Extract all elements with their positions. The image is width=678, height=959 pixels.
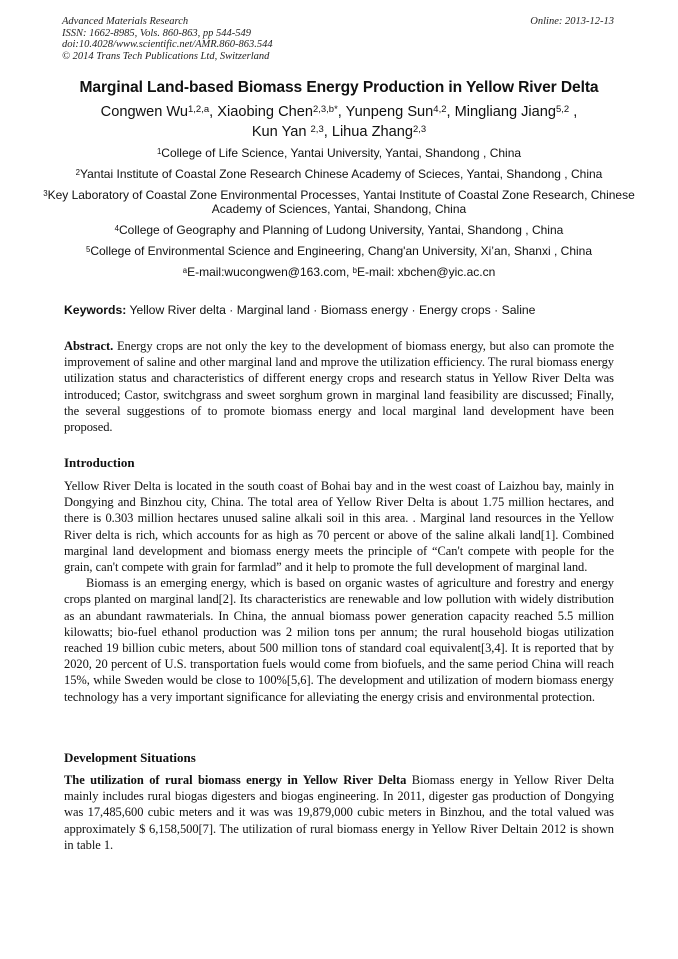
author: Xiaobing Chen$^{2,3,b*}$, [217, 103, 346, 120]
paragraph: Biomass is an emerging energy, which is based on organic wastes of agriculture and forestry and energy crops planted on marginal land[2]. Its characteristics are renewable and low pollution with widely distribution as an abundant rawmaterials. In China, the annual biomass power generation capacity reached 5.5 million kilowatts; bio-fuel ethanol production was 2 milion tons per annum; the rural household biogas utilization reached 19 billion cubic meters, about 500 million tons of standard coal equivalent[3,4]. It is reported that by 2020, 20 percent of U.S. transportation fuels would come from biofuels, and the same period China will reach 15%, while Sweden would be close to 100%[5,6]. The development and utilization of modern biomass energy technology has a very important significance for alleviating the energy crisis and environmental protection. [64, 576, 614, 704]
affiliation: $^5$College of Environmental Science and Engineering, Chang'an University, Xi’an, Shanxi , China [85, 244, 593, 258]
affiliation: $^3$Key Laboratory of Coastal Zone Environmental Processes, Yantai Institute of Coastal Zone Research, Chinese Academy of Sciences, Yantai, Shandong, China [43, 188, 635, 216]
affiliation: $^2$Yantai Institute of Coastal Zone Research Chinese Academy of Scieces, Yantai, Shandong , China [75, 167, 603, 181]
affiliation: $^1$College of Life Science, Yantai University, Yantai, Shandong , China [156, 146, 522, 160]
keywords [64, 303, 616, 318]
author: Congwen Wu$^{1,2,a}$, [100, 103, 218, 120]
issn-line: ISSN: 1662-8985, Vols. 860-863, pp 544-549 [62, 27, 251, 39]
author: Kun Yan $^{2,3}$, [251, 123, 332, 140]
email-a: E-mail:wucongwen@163.com, [187, 265, 353, 279]
paragraph: Biomass energy in Yellow River Delta mainly includes rural biogas digesters and biogas engineering. In 2011, digester gas production of Dongying was 17,485,600 cubic meters and it was was 19,879,000 cubic meters in Binzhou, and the total valued was approximately $ 6,158,500[7]. The utilization of rural biomass energy in Yellow River Deltain 2012 is shown in table 1. [64, 773, 615, 852]
email-line: $^a$E-mail:wucongwen@163.com, $^b$E-mail: xbchen@yic.ac.cn [182, 265, 496, 279]
copyright-line: © 2014 Trans Tech Publications Ltd, Switzerland [62, 50, 270, 62]
email-b: E-mail: xbchen@yic.ac.cn [357, 265, 496, 279]
author: Lihua Zhang$^{2,3}$ [331, 123, 427, 140]
keywords-label: Keywords: [64, 303, 127, 317]
doi-line: doi:10.4028/www.scientific.net/AMR.860-863.544 [62, 39, 273, 51]
author-list [40, 102, 638, 142]
author: Mingliang Jiang$^{5,2}$ , [454, 103, 578, 120]
development-heading: Development Situations [64, 750, 196, 765]
journal-name: Advanced Materials Research [62, 16, 189, 27]
abstract-text: Energy crops are not only the key to the development of biomass energy, but also can promote the improvement of saline and other marginal land and mprove the utilization efficiency. The rural biomass energy utilization status and characteristics of different energy crops and research status in Yellow River Delta was introduced; Castor, switchgrass and sweet sorghum grown in marginal land feasibility are discussed; Finally, the several suggestions of to promote biomass energy and local marginal land development have been proposed. [64, 339, 614, 435]
journal-header [62, 16, 273, 62]
abstract [64, 338, 614, 435]
author: Yunpeng Sun$^{4,2}$, [345, 103, 455, 120]
subsection-lead: The utilization of rural biomass energy in Yellow River Delta [64, 773, 407, 787]
paper-title: Marginal Land-based Biomass Energy Production in Yellow River Delta [79, 79, 599, 96]
affiliations [40, 146, 638, 279]
introduction-body [64, 478, 614, 705]
abstract-label: Abstract. [64, 339, 114, 353]
development-body [64, 772, 614, 853]
introduction-heading: Introduction [64, 455, 135, 470]
affiliation: $^4$College of Geography and Planning of Ludong University, Yantai, Shandong , China [114, 223, 564, 237]
keywords-text: Yellow River delta · Marginal land · Biomass energy · Energy crops · Saline [126, 303, 536, 317]
paragraph: Yellow River Delta is located in the south coast of Bohai bay and in the west coast of Laizhou bay, mainly in Dongying and Binzhou city, China. The total area of Yellow River Delta is about 1.75 million hectares, and there is 0.303 million hectares unused saline alkali soil in this area. . Marginal land resources in the Yellow River delta is rich, which accounts for as high as 70 percent or above of the saline alkali land[1]. Combined marginal land development and biomass energy meets the principle of “Can't compete with people for the grain, can't compete with grain for farmlad” and it help to promote the full development of marginal land. [64, 479, 614, 575]
online-date: Online: 2013-12-13 [530, 16, 614, 27]
